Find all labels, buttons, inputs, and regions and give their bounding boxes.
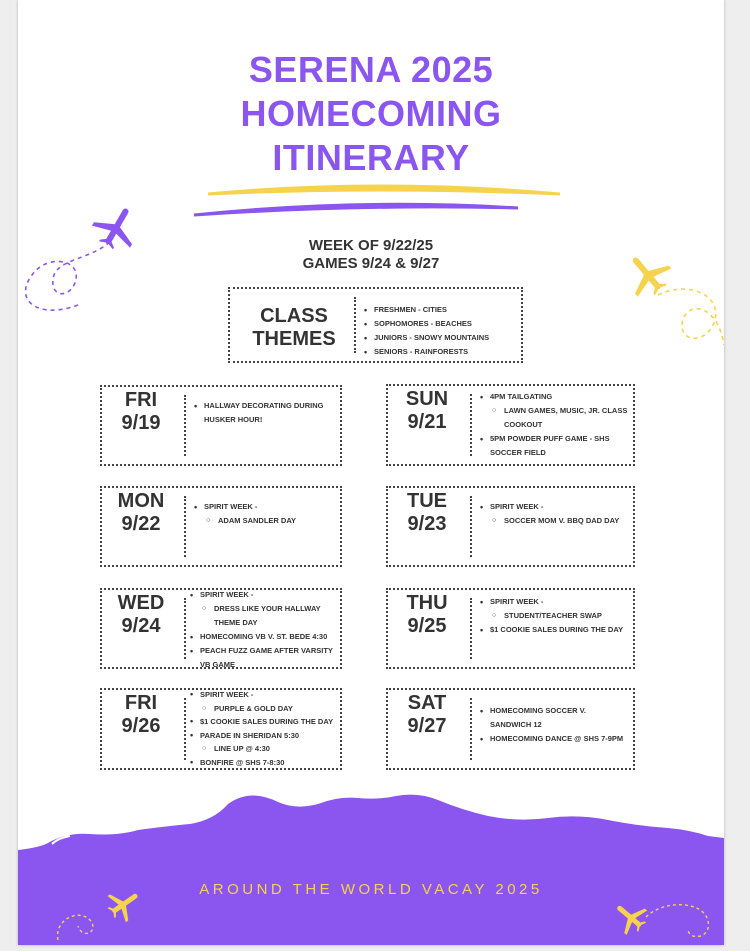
day-card-thu-9-25 xyxy=(386,588,635,669)
day-card-fri-9-19 xyxy=(100,385,342,466)
divider xyxy=(470,394,472,456)
day-events xyxy=(478,390,629,460)
day-events xyxy=(478,595,629,637)
day-card-mon-9-22 xyxy=(100,486,342,567)
list-item: • SPIRIT WEEK - xyxy=(478,595,629,609)
list-item: ○ LINE UP @ 4:30 xyxy=(188,742,336,756)
list-item: • SENIORS - RAINFORESTS xyxy=(362,345,517,359)
list-item: ○ DRESS LIKE YOUR HALLWAY THEME DAY xyxy=(188,602,336,630)
day-date: 9/25 xyxy=(407,615,447,637)
list-item: ○ STUDENT/TEACHER SWAP xyxy=(478,609,629,623)
day-date: 9/19 xyxy=(121,412,161,434)
day-label xyxy=(392,692,462,738)
day-name: THU xyxy=(406,592,448,614)
day-card-tue-9-23 xyxy=(386,486,635,567)
list-item: • SOPHOMORES - BEACHES xyxy=(362,317,517,331)
list-item: • FRESHMEN - CITIES xyxy=(362,303,517,317)
list-item: • SPIRIT WEEK - xyxy=(188,688,336,702)
day-name: FRI xyxy=(124,389,158,411)
class-themes-list xyxy=(362,303,517,359)
day-card-wed-9-24 xyxy=(100,588,342,669)
day-name: TUE xyxy=(407,490,447,512)
day-label xyxy=(392,388,462,434)
class-themes-heading-line1: CLASS xyxy=(260,305,328,327)
day-date: 9/27 xyxy=(407,715,447,737)
divider xyxy=(184,496,186,557)
class-themes-box xyxy=(228,287,523,363)
list-item: ○ LAWN GAMES, MUSIC, JR. CLASS COOKOUT xyxy=(478,404,629,432)
divider xyxy=(470,496,472,557)
day-date: 9/26 xyxy=(121,715,161,737)
day-name: SUN xyxy=(405,388,449,410)
day-card-sat-9-27 xyxy=(386,688,635,770)
day-name: MON xyxy=(117,490,165,512)
games-dates: GAMES 9/24 & 9/27 xyxy=(302,255,440,272)
list-item: • $1 COOKIE SALES DURING THE DAY xyxy=(188,715,336,729)
day-date: 9/23 xyxy=(407,513,447,535)
day-label xyxy=(106,389,176,435)
day-date: 9/24 xyxy=(121,615,161,637)
title-line-2: HOMECOMING xyxy=(240,93,502,134)
list-item: • SPIRIT WEEK - xyxy=(188,588,336,602)
divider xyxy=(354,297,356,353)
list-item: • HOMECOMING DANCE @ SHS 7-9PM xyxy=(478,732,629,746)
list-item: • SPIRIT WEEK - xyxy=(192,500,336,514)
week-info xyxy=(18,237,724,273)
day-events xyxy=(478,500,629,528)
list-item: • 5PM POWDER PUFF GAME - SHS SOCCER FIELD xyxy=(478,432,629,460)
list-item: • HOMECOMING SOCCER V. SANDWICH 12 xyxy=(478,704,629,732)
list-item: • HALLWAY DECORATING DURING HUSKER HOUR! xyxy=(192,399,336,427)
list-item: • 4PM TAILGATING xyxy=(478,390,629,404)
day-events xyxy=(478,704,629,746)
list-item: • SPIRIT WEEK - xyxy=(478,500,629,514)
divider xyxy=(184,698,186,760)
day-events xyxy=(188,688,336,769)
footer-tagline: AROUND THE WORLD VACAY 2025 xyxy=(199,881,543,898)
list-item: • $1 COOKIE SALES DURING THE DAY xyxy=(478,623,629,637)
day-date: 9/21 xyxy=(407,411,447,433)
list-item: ○ ADAM SANDLER DAY xyxy=(192,514,336,528)
day-name: FRI xyxy=(124,692,158,714)
list-item: ○ SOCCER MOM V. BBQ DAD DAY xyxy=(478,514,629,528)
page-title xyxy=(18,48,724,180)
itinerary-page xyxy=(18,0,724,945)
list-item: • PARADE IN SHERIDAN 5:30 xyxy=(188,729,336,743)
list-item: • JUNIORS - SNOWY MOUNTAINS xyxy=(362,331,517,345)
divider xyxy=(184,395,186,456)
list-item: • PEACH FUZZ GAME AFTER VARSITY VB GAME xyxy=(188,644,336,672)
day-label xyxy=(106,490,176,536)
day-label xyxy=(106,692,176,738)
divider xyxy=(470,698,472,760)
class-themes-heading-line2: THEMES xyxy=(252,328,336,350)
list-item: • BONFIRE @ SHS 7-8:30 xyxy=(188,756,336,770)
list-item: ○ PURPLE & GOLD DAY xyxy=(188,702,336,716)
divider xyxy=(184,598,186,659)
day-name: WED xyxy=(117,592,165,614)
title-line-1: SERENA 2025 xyxy=(248,49,494,90)
day-card-sun-9-21 xyxy=(386,384,635,466)
decorative-underline-strokes xyxy=(188,180,568,220)
week-of: WEEK OF 9/22/25 xyxy=(308,237,434,254)
day-card-fri-9-26 xyxy=(100,688,342,770)
class-themes-heading xyxy=(238,305,350,351)
day-label xyxy=(392,592,462,638)
airplane-icon xyxy=(48,880,148,945)
day-events xyxy=(192,500,336,528)
day-name: SAT xyxy=(407,692,447,714)
title-line-3: ITINERARY xyxy=(272,137,470,178)
divider xyxy=(470,598,472,659)
list-item: • HOMECOMING VB V. ST. BEDE 4:30 xyxy=(188,630,336,644)
day-label xyxy=(106,592,176,638)
day-label xyxy=(392,490,462,536)
day-events xyxy=(188,588,336,672)
airplane-icon xyxy=(608,895,718,945)
day-events xyxy=(192,399,336,427)
day-date: 9/22 xyxy=(121,513,161,535)
